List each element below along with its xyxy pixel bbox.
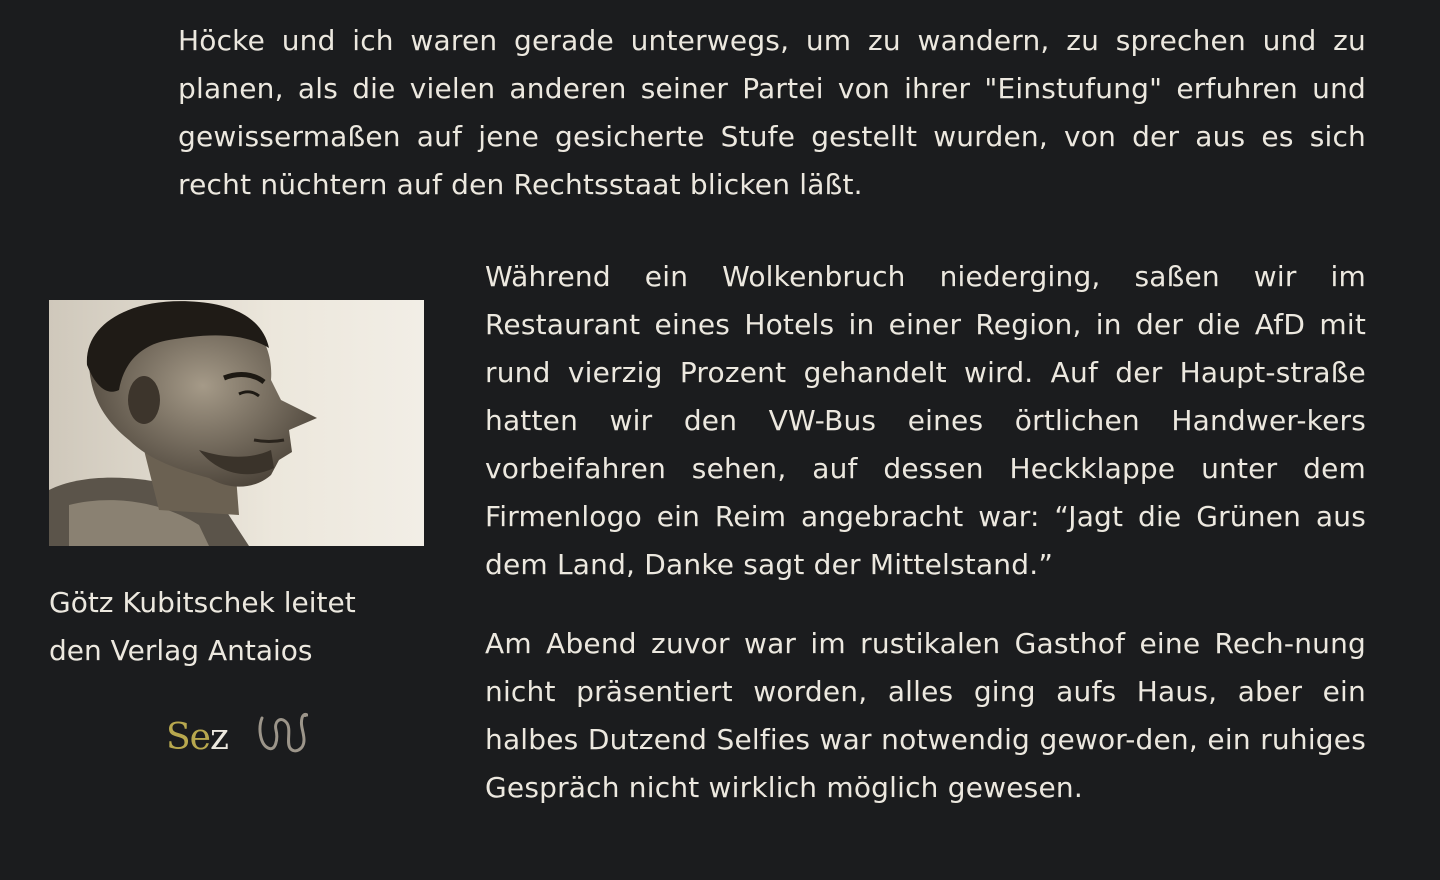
caption-line: den Verlag Antaios (49, 634, 313, 667)
paragraph-line: straße hatten wir den VW-Bus eines örtlichen Handwer- (485, 356, 1366, 437)
author-portrait (49, 300, 424, 546)
article-paragraph-two (485, 253, 1366, 589)
portrait-photo (49, 300, 424, 546)
paragraph-line: nung nicht präsentiert worden, alles ging aufs Haus, (485, 627, 1366, 708)
intro-line: planen, als die vielen anderen seiner Partei von ihrer "Einstufung" erfuhren (178, 72, 1298, 105)
paragraph-line: kers vorbeifahren sehen, auf dessen Heckklappe unter (485, 404, 1366, 485)
caption-line: Götz Kubitschek leitet (49, 586, 356, 619)
paragraph-line: den, ein ruhiges Gespräch nicht wirklich möglich (485, 723, 1366, 804)
portrait-caption (49, 579, 429, 675)
logo-text-se: Se (166, 717, 210, 758)
intro-line: es sich recht nüchtern auf den Rechtsstaat blicken läßt. (178, 120, 1367, 201)
logo-text-z: z (209, 717, 228, 758)
paragraph-line: Grünen aus dem Land, Danke sagt der Mittelstand.” (485, 500, 1366, 581)
snake-mark-icon (256, 708, 308, 760)
paragraph-line: Am Abend zuvor war im rustikalen Gasthof eine Rech- (485, 627, 1295, 660)
paragraph-line: Während ein Wolkenbruch niederging, saßen wir im (485, 260, 1366, 293)
article-intro-paragraph (178, 17, 1366, 209)
intro-line: und gewissermaßen auf jene gesicherte Stufe gestellt wurden, von der aus (178, 72, 1366, 153)
paragraph-line: mit rund vierzig Prozent gehandelt wird. Auf der Haupt- (485, 308, 1366, 389)
intro-line: Höcke und ich waren gerade unterwegs, um zu wandern, zu sprechen und zu (178, 24, 1366, 57)
paragraph-line: Restaurant eines Hotels in einer Region, in der die AfD (485, 308, 1306, 341)
sez-wordmark (166, 716, 228, 760)
article-paragraph-three (485, 620, 1366, 812)
paragraph-line: gewesen. (947, 771, 1083, 804)
paragraph-line: aber ein halbes Dutzend Selfies war notwendig gewor- (485, 675, 1366, 756)
paragraph-line: dem Firmenlogo ein Reim angebracht war: “Jagt die (485, 452, 1366, 533)
sez-logo[interactable] (166, 704, 326, 764)
